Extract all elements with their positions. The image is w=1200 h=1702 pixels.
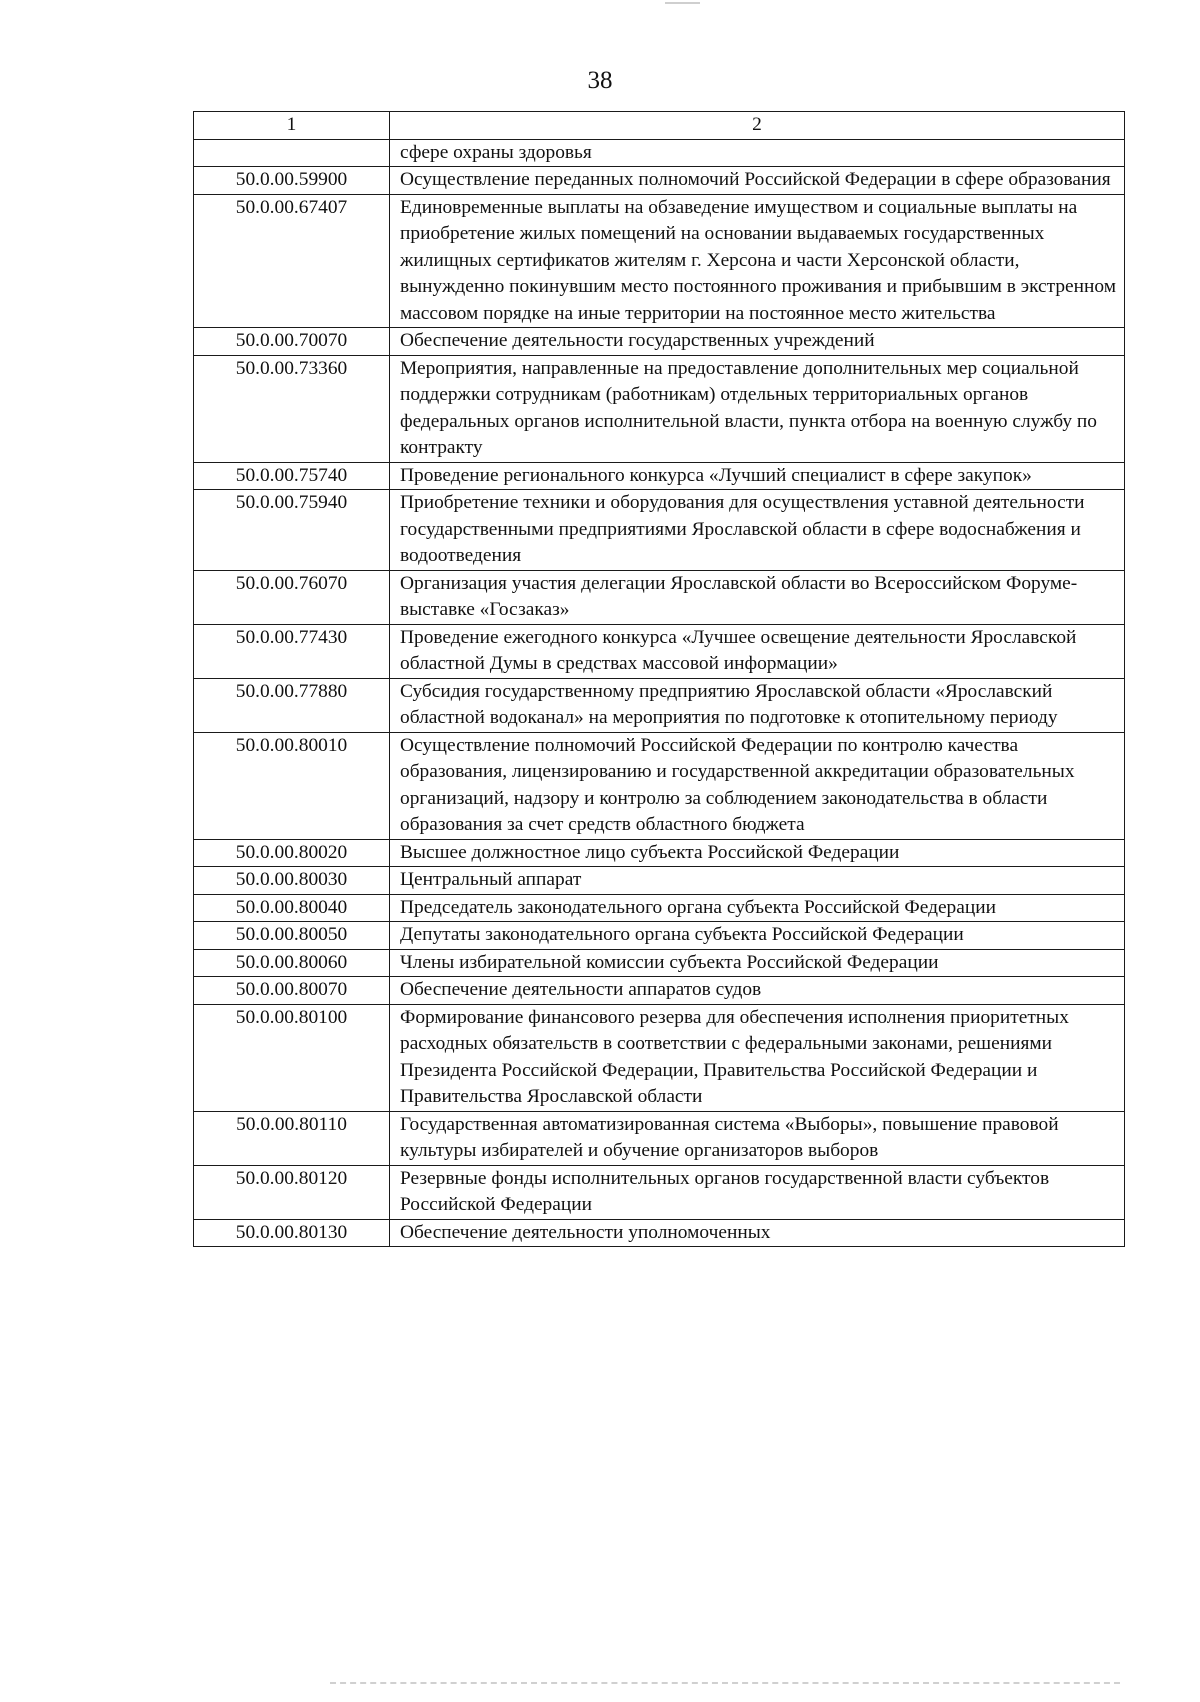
row-description-cell: Осуществление полномочий Российской Федерации по контролю качества образования, лицензированию и государственной аккредитации образовательных организаций, надзору и контролю за соблюдением законодательства в области образования за счет средств областного бюджета (390, 732, 1125, 839)
row-description-cell: Проведение регионального конкурса «Лучший специалист в сфере закупок» (390, 462, 1125, 490)
row-description-cell: Обеспечение деятельности уполномоченных (390, 1219, 1125, 1247)
column-header-code: 1 (194, 112, 390, 140)
row-code-cell: 50.0.00.80130 (194, 1219, 390, 1247)
row-code-cell: 50.0.00.76070 (194, 570, 390, 624)
row-code-cell: 50.0.00.80020 (194, 839, 390, 867)
budget-codes-table (193, 111, 1125, 1247)
row-description-cell: Организация участия делегации Ярославской области во Всероссийском Форуме-выставке «Госзаказ» (390, 570, 1125, 624)
table-row (194, 949, 1125, 977)
row-code-cell: 50.0.00.80030 (194, 867, 390, 895)
table-row (194, 1165, 1125, 1219)
row-code-cell: 50.0.00.59900 (194, 167, 390, 195)
row-code-cell: 50.0.00.80060 (194, 949, 390, 977)
page-number: 38 (587, 67, 613, 94)
table-row (194, 1219, 1125, 1247)
table-row (194, 977, 1125, 1005)
table-row (194, 328, 1125, 356)
row-description-cell: сфере охраны здоровья (390, 139, 1125, 167)
table-row (194, 1004, 1125, 1111)
row-description-cell: Председатель законодательного органа субъекта Российской Федерации (390, 894, 1125, 922)
table-row (194, 139, 1125, 167)
table-row (194, 355, 1125, 462)
scan-artifact-bottom (330, 1682, 1120, 1690)
table-row (194, 839, 1125, 867)
row-code-cell: 50.0.00.80050 (194, 922, 390, 950)
row-description-cell: Формирование финансового резерва для обеспечения исполнения приоритетных расходных обязательств в соответствии с федеральными законами, решениями Президента Российской Федерации, Правительства Российской Федерации и Правительства Ярославской области (390, 1004, 1125, 1111)
row-description-cell: Субсидия государственному предприятию Ярославской области «Ярославский областной водоканал» на мероприятия по подготовке к отопительному периоду (390, 678, 1125, 732)
row-code-cell: 50.0.00.67407 (194, 194, 390, 328)
row-description-cell: Проведение ежегодного конкурса «Лучшее освещение деятельности Ярославской областной Думы в средствах массовой информации» (390, 624, 1125, 678)
table-row (194, 732, 1125, 839)
row-description-cell: Обеспечение деятельности государственных учреждений (390, 328, 1125, 356)
row-description-cell: Мероприятия, направленные на предоставление дополнительных мер социальной поддержки сотрудникам (работникам) отдельных территориальных органов федеральных органов исполнительной власти, пункта отбора на военную службу по контракту (390, 355, 1125, 462)
row-description-cell: Государственная автоматизированная система «Выборы», повышение правовой культуры избирателей и обучение организаторов выборов (390, 1111, 1125, 1165)
table-row (194, 167, 1125, 195)
row-code-cell: 50.0.00.80070 (194, 977, 390, 1005)
table-body (194, 139, 1125, 1247)
row-code-cell (194, 139, 390, 167)
row-code-cell: 50.0.00.77430 (194, 624, 390, 678)
table-row (194, 624, 1125, 678)
row-description-cell: Члены избирательной комиссии субъекта Российской Федерации (390, 949, 1125, 977)
table-row (194, 1111, 1125, 1165)
row-description-cell: Центральный аппарат (390, 867, 1125, 895)
scan-artifact-top (665, 2, 700, 4)
row-description-cell: Единовременные выплаты на обзаведение имуществом и социальные выплаты на приобретение жилых помещений на основании выдаваемых государственных жилищных сертификатов жителям г. Херсона и части Херсонской области, вынужденно покинувшим место постоянного проживания и прибывшим в экстренном массовом порядке на иные территории на постоянное место жительства (390, 194, 1125, 328)
table-row (194, 194, 1125, 328)
table-row (194, 490, 1125, 571)
row-code-cell: 50.0.00.80040 (194, 894, 390, 922)
table-row (194, 462, 1125, 490)
column-header-description: 2 (390, 112, 1125, 140)
row-code-cell: 50.0.00.73360 (194, 355, 390, 462)
row-code-cell: 50.0.00.77880 (194, 678, 390, 732)
row-description-cell: Обеспечение деятельности аппаратов судов (390, 977, 1125, 1005)
row-code-cell: 50.0.00.75740 (194, 462, 390, 490)
row-code-cell: 50.0.00.80110 (194, 1111, 390, 1165)
row-description-cell: Депутаты законодательного органа субъекта Российской Федерации (390, 922, 1125, 950)
row-description-cell: Высшее должностное лицо субъекта Российской Федерации (390, 839, 1125, 867)
row-description-cell: Приобретение техники и оборудования для осуществления уставной деятельности государственными предприятиями Ярославской области в сфере водоснабжения и водоотведения (390, 490, 1125, 571)
row-description-cell: Резервные фонды исполнительных органов государственной власти субъектов Российской Федерации (390, 1165, 1125, 1219)
row-description-cell: Осуществление переданных полномочий Российской Федерации в сфере образования (390, 167, 1125, 195)
table-row (194, 894, 1125, 922)
row-code-cell: 50.0.00.80120 (194, 1165, 390, 1219)
table-row (194, 678, 1125, 732)
table-row (194, 922, 1125, 950)
table-row (194, 867, 1125, 895)
row-code-cell: 50.0.00.80100 (194, 1004, 390, 1111)
table-row (194, 570, 1125, 624)
table-header-row (194, 112, 1125, 140)
row-code-cell: 50.0.00.75940 (194, 490, 390, 571)
row-code-cell: 50.0.00.70070 (194, 328, 390, 356)
row-code-cell: 50.0.00.80010 (194, 732, 390, 839)
